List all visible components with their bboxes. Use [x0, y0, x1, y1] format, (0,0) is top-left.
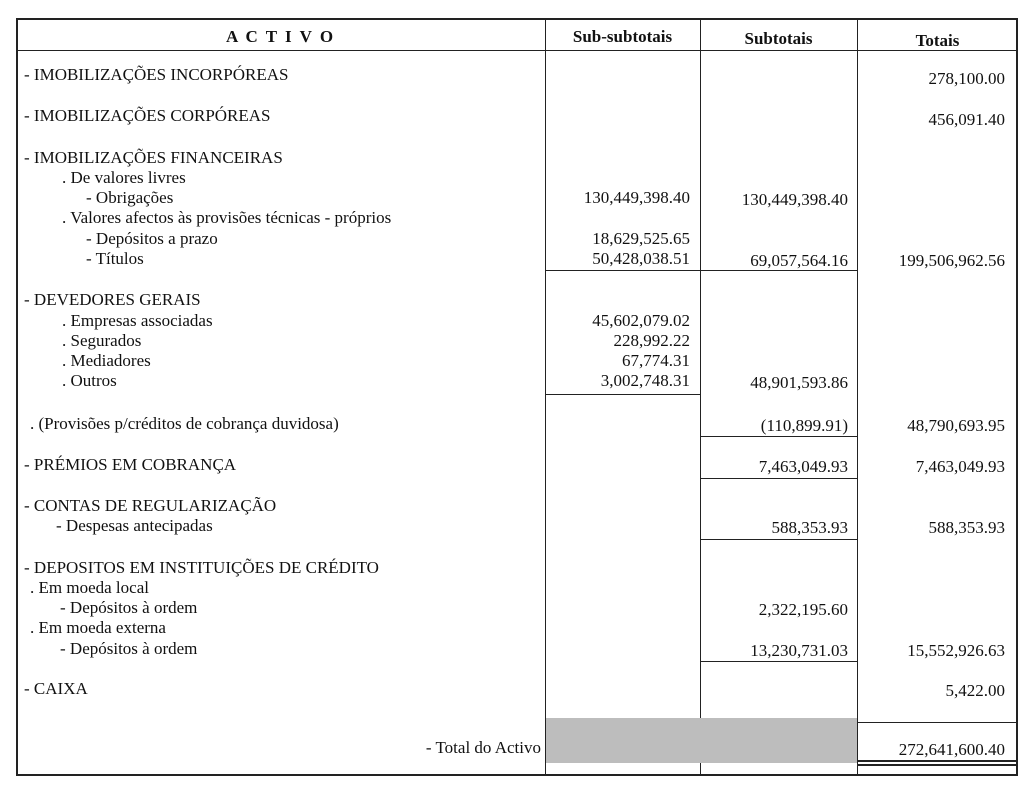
total-value: 199,506,962.56 — [898, 251, 1005, 270]
subtotal-value: 7,463,049.93 — [758, 457, 848, 476]
total-double-rule — [857, 760, 1018, 762]
subtotal-value: 48,901,593.86 — [750, 373, 848, 392]
line-label: . Em moeda local — [30, 578, 149, 597]
subtotal-value: (110,899.91) — [760, 416, 848, 435]
line-label: - CONTAS DE REGULARIZAÇÃO — [24, 496, 277, 515]
total-rule — [857, 722, 1018, 723]
subtotal-value: 13,230,731.03 — [750, 641, 848, 660]
total-value: 456,091.40 — [928, 110, 1005, 129]
sub-subtotal-value: 3,002,748.31 — [600, 371, 690, 390]
sub-subtotal-value: 228,992.22 — [613, 331, 690, 350]
subtotal-value: 2,322,195.60 — [758, 600, 848, 619]
subtotal-value: 130,449,398.40 — [741, 190, 848, 209]
header-subtotais: Subtotais — [744, 29, 813, 48]
sum-rule — [545, 270, 857, 271]
total-value: 588,353.93 — [928, 518, 1005, 537]
sub-subtotal-value: 50,428,038.51 — [592, 249, 690, 268]
line-label: - CAIXA — [24, 679, 88, 698]
total-double-rule — [857, 764, 1018, 766]
shaded-cells — [546, 718, 857, 763]
line-label: - IMOBILIZAÇÕES INCORPÓREAS — [24, 65, 289, 84]
total-label: - Total do Activo — [425, 738, 541, 757]
total-value: 278,100.00 — [928, 69, 1005, 88]
sum-rule — [700, 478, 857, 479]
line-label: - IMOBILIZAÇÕES CORPÓREAS — [24, 106, 271, 125]
line-label: . Empresas associadas — [62, 311, 213, 330]
header-sub-subtotais: Sub-subtotais — [572, 27, 673, 46]
column-divider — [700, 18, 701, 776]
line-label: . De valores livres — [62, 168, 186, 187]
total-value: 5,422.00 — [945, 681, 1005, 700]
sub-subtotal-value: 18,629,525.65 — [592, 229, 690, 248]
total-value: 272,641,600.40 — [898, 740, 1005, 759]
sum-rule — [700, 661, 857, 662]
line-label: . Segurados — [62, 331, 142, 350]
line-label: - Depósitos à ordem — [60, 639, 198, 658]
total-value: 48,790,693.95 — [907, 416, 1005, 435]
line-label: - DEVEDORES GERAIS — [24, 290, 201, 309]
line-label: . Outros — [62, 371, 117, 390]
line-label: . Valores afectos às provisões técnicas - próprios — [62, 208, 392, 227]
line-label: - Títulos — [86, 249, 144, 268]
total-value: 15,552,926.63 — [907, 641, 1005, 660]
sub-subtotal-value: 67,774.31 — [622, 351, 690, 370]
subtotal-value: 69,057,564.16 — [750, 251, 848, 270]
sum-rule — [700, 539, 857, 540]
column-divider — [545, 18, 546, 776]
line-label: . (Provisões p/créditos de cobrança duvidosa) — [30, 414, 339, 433]
line-label: - Obrigações — [86, 188, 174, 207]
line-label: . Mediadores — [62, 351, 151, 370]
sub-subtotal-value: 45,602,079.02 — [592, 311, 690, 330]
total-value: 7,463,049.93 — [915, 457, 1005, 476]
line-label: - Depósitos a prazo — [86, 229, 218, 248]
header-totais: Totais — [915, 31, 960, 50]
line-label: . Em moeda externa — [30, 618, 166, 637]
line-label: - Depósitos à ordem — [60, 598, 198, 617]
sum-rule — [700, 436, 857, 437]
line-label: - DEPOSITOS EM INSTITUIÇÕES DE CRÉDITO — [24, 558, 379, 577]
sum-rule — [545, 394, 700, 395]
header-activo: A C T I V O — [225, 27, 336, 46]
line-label: - PRÉMIOS EM COBRANÇA — [24, 455, 237, 474]
balance-sheet-table — [16, 18, 1018, 776]
line-label: - IMOBILIZAÇÕES FINANCEIRAS — [24, 148, 283, 167]
line-label: - Despesas antecipadas — [56, 516, 213, 535]
column-divider — [857, 18, 858, 776]
sub-subtotal-value: 130,449,398.40 — [583, 188, 690, 207]
subtotal-value: 588,353.93 — [771, 518, 848, 537]
